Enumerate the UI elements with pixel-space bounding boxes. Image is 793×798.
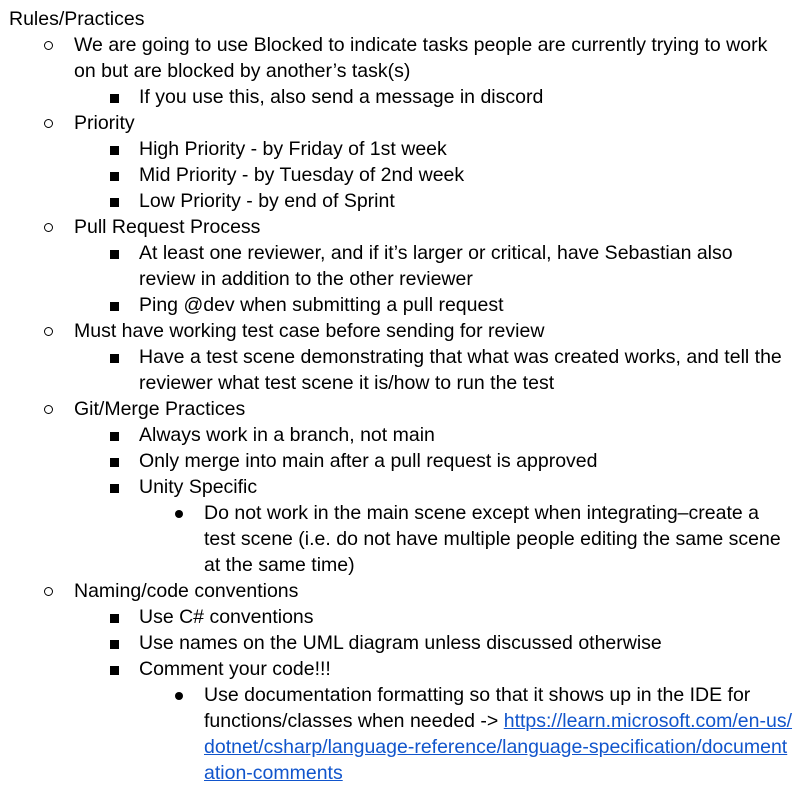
list-item-priority [9, 110, 793, 136]
list-item-text: Unity Specific [139, 476, 258, 498]
square-bullet-icon [110, 354, 119, 363]
list-item-text: High Priority - by Friday of 1st week [139, 138, 447, 160]
hollow-circle-bullet-icon [44, 119, 53, 128]
list-item-text: Always work in a branch, not main [139, 424, 435, 446]
square-bullet-icon [110, 250, 119, 259]
list-item-pull-request [9, 214, 793, 240]
list-item-text: Git/Merge Practices [74, 398, 246, 420]
filled-dot-bullet-icon [175, 692, 183, 700]
square-bullet-icon [110, 458, 119, 467]
list-item-blocked [9, 32, 793, 84]
list-item-text: Use names on the UML diagram unless discussed otherwise [139, 632, 662, 654]
list-item-test-case [9, 318, 793, 344]
square-bullet-icon [110, 614, 119, 623]
hollow-circle-bullet-icon [44, 587, 53, 596]
list-item-mid-priority [9, 162, 793, 188]
list-item-naming [9, 578, 793, 604]
hollow-circle-bullet-icon [44, 223, 53, 232]
list-item-text: Comment your code!!! [139, 658, 331, 680]
list-item-test-scene [9, 344, 793, 396]
list-item-text: Must have working test case before sending for review [74, 320, 545, 342]
hollow-circle-bullet-icon [44, 41, 53, 50]
list-item-text: Priority [74, 112, 135, 134]
list-item-uml [9, 630, 793, 656]
square-bullet-icon [110, 172, 119, 181]
hollow-circle-bullet-icon [44, 327, 53, 336]
list-item-unity [9, 474, 793, 500]
square-bullet-icon [110, 432, 119, 441]
document-body [9, 6, 793, 786]
list-item-unity-detail [9, 500, 793, 578]
list-item-comment [9, 656, 793, 682]
list-item-text: Only merge into main after a pull request is approved [139, 450, 598, 472]
list-item-text: Naming/code conventions [74, 580, 299, 602]
list-item-text: Have a test scene demonstrating that what was created works, and tell the reviewer what test scene it is/how to run the test [139, 346, 782, 394]
list-item-text: We are going to use Blocked to indicate tasks people are currently trying to work on but are blocked by another’s task(s) [74, 34, 768, 82]
list-item-text: At least one reviewer, and if it’s larger or critical, have Sebastian also review in addition to the other reviewer [139, 242, 733, 290]
documentation-link[interactable]: https://learn.microsoft.com/en-us/dotnet/csharp/language-reference/language-specification/documentation-comments [204, 710, 793, 784]
list-item-ping [9, 292, 793, 318]
list-item-git [9, 396, 793, 422]
square-bullet-icon [110, 302, 119, 311]
list-item-text: Mid Priority - by Tuesday of 2nd week [139, 164, 465, 186]
list-item-text: Low Priority - by end of Sprint [139, 190, 395, 212]
list-item-merge [9, 448, 793, 474]
square-bullet-icon [110, 198, 119, 207]
list-item-text: Ping @dev when submitting a pull request [139, 294, 504, 316]
hollow-circle-bullet-icon [44, 405, 53, 414]
list-item-reviewer [9, 240, 793, 292]
list-item-discord [9, 84, 793, 110]
list-item-low-priority [9, 188, 793, 214]
square-bullet-icon [110, 666, 119, 675]
list-item-doc-formatting [9, 682, 793, 786]
square-bullet-icon [110, 146, 119, 155]
list-item-text: If you use this, also send a message in discord [139, 86, 544, 108]
list-item-text: Use documentation formatting so that it shows up in the IDE for functions/classes when needed -> [204, 684, 751, 732]
list-item-text: Do not work in the main scene except when integrating–create a test scene (i.e. do not have multiple people editing the same scene at the same time) [204, 502, 781, 576]
section-title: Rules/Practices [9, 8, 145, 30]
list-item-text: Use C# conventions [139, 606, 314, 628]
list-item-branch [9, 422, 793, 448]
filled-dot-bullet-icon [175, 510, 183, 518]
list-item-high-priority [9, 136, 793, 162]
square-bullet-icon [110, 94, 119, 103]
square-bullet-icon [110, 484, 119, 493]
list-item-csharp [9, 604, 793, 630]
square-bullet-icon [110, 640, 119, 649]
list-item-text: Pull Request Process [74, 216, 261, 238]
